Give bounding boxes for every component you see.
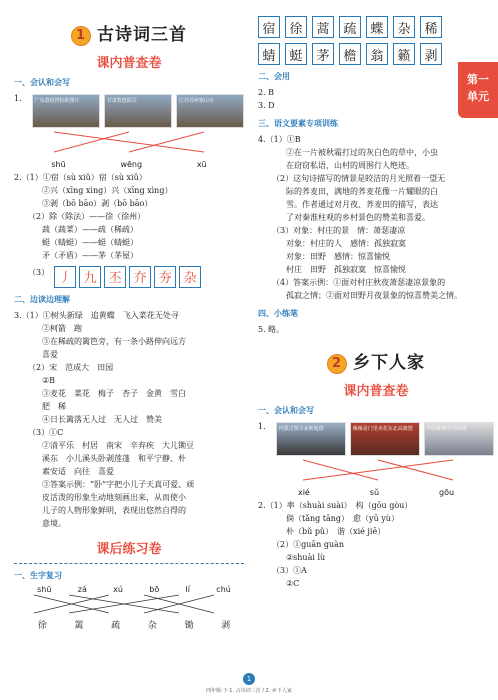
question-number: 1. — [14, 93, 22, 103]
section-heading: 四、小练笔 — [258, 309, 298, 318]
char-grid: 宿 徐 蒿 疏 蝶 杂 稀 蜻 蜓 茅 檐 翁 籁 剥 — [258, 16, 448, 65]
unit-tab: 第一 单元 — [458, 62, 498, 118]
answer-line: 蔬（蔬菜）——疏（稀疏） — [42, 224, 138, 234]
answer-line: ②清平乐 村居 南宋 辛弃疾 大儿锄豆 — [42, 440, 194, 450]
answer-line: 村庄 田野 孤独寂寞 惊喜愉悦 — [286, 265, 406, 274]
photo-1: 广东荔枝湾拍的图片 — [32, 94, 100, 128]
photo-1: 内蒙古鄂尔多斯地图 — [276, 422, 346, 456]
photo-2: 甘肃敦煌阳关 — [104, 94, 172, 128]
answer-line: （4）答案示例：①面对村庄秋夜萧瑟凄凉景象的 — [272, 278, 446, 287]
stroke-boxes: （3） 丿 九 丕 夰 夯 杂 — [28, 266, 244, 288]
photo-2: 缫缫是门里卖花东北高雄图 — [350, 422, 420, 456]
match-lines — [14, 130, 244, 154]
divider — [14, 563, 244, 564]
practice-subtitle: 课后练习卷 — [96, 541, 162, 557]
answer-line: ②C — [286, 578, 300, 588]
answer-line: 蜓（蜻蜓）——蜓（蜻蜓） — [42, 237, 138, 247]
answer-line: ②在一片被秋霜打过的灰白色的草中，小虫 — [286, 148, 438, 157]
answer-line: （2）①guān guàn — [272, 539, 345, 549]
answer-line: （3）①C — [28, 427, 64, 437]
answer-line: 对象：田野 感情：惊喜愉悦 — [286, 252, 390, 261]
answer-line: 喜爱 — [42, 349, 58, 359]
answer-line: 雪。作者通过对月夜、荞麦田的描写，表达 — [286, 200, 438, 209]
section-heading: 一、会认和会写 — [14, 77, 70, 87]
page-footer — [0, 673, 498, 694]
left-column — [14, 0, 244, 631]
pinyin-row: shū wēng xū — [51, 159, 207, 169]
section-heading: 一、会认和会写 — [258, 405, 314, 415]
pinyin-row: xié sǔ gōu — [297, 487, 455, 497]
lesson2-number: 2 — [327, 354, 347, 374]
answer-line: 孤寂之情；②面对田野月夜景象的惊喜赞美之情。 — [286, 291, 462, 300]
lesson1-number: 1 — [71, 26, 91, 46]
answer-line: ③麦花 菜花 梅子 杏子 金黄 雪白 — [42, 388, 186, 398]
section-heading: 一、生字复习 — [14, 570, 62, 580]
answer-line: （2）除（除法）——徐（徐州） — [28, 211, 146, 221]
question-number: 1. — [258, 421, 266, 431]
section-heading: 三、语文要素专项训练 — [258, 119, 338, 128]
answer-line: 3. D — [258, 101, 275, 110]
answer-line: （2）这句诗描写的情景是皎洁的月光照着一望无 — [272, 174, 446, 183]
answer-line: 儿子的人物形象鲜明，表现出悠然自得的 — [42, 505, 186, 515]
answer-line: 3.（1）①树头新绿 追黄蝶 飞入菜花无处寻 — [14, 310, 179, 320]
page-number: 1 — [243, 673, 255, 685]
lesson2-title: 2 乡下人家 — [258, 348, 494, 374]
answer-line: 素安适 向往 喜爱 — [42, 466, 114, 476]
pinyin-row: shū zá xú bō lí chú — [37, 584, 231, 594]
section-heading: 二、边读边理解 — [14, 294, 70, 304]
answer-line: （3）对象：村庄的景 情：萧瑟凄凉 — [272, 226, 406, 235]
lesson1-title: 1 古诗词三首 — [14, 20, 244, 46]
answer-line: ④日长篱落无人过 无人过 赞美 — [42, 414, 162, 424]
answer-line: 对象：村庄的人 感情：孤独寂寞 — [286, 239, 406, 248]
photo-3: 江苏苏州寒山寺 — [176, 94, 244, 128]
answer-line: 2.（1）①宿（sù xiǔ）宿（sù xiǔ） — [14, 172, 147, 182]
section-heading: 二、会用 — [258, 72, 290, 81]
answer-line: ③答案示例：“卧”字把小儿子天真可爱、顽 — [42, 479, 195, 489]
image-row — [276, 422, 494, 456]
answer-line: 2.（1）率（shuài suài） 构（gōu gòu） — [258, 500, 413, 510]
answer-line: 朴（bǔ pǔ） 谐（xié jiē） — [286, 526, 386, 536]
footer-text: 四年级·下·1. 古诗词三首 / 2. 乡下人家 — [206, 688, 292, 694]
lesson2-subtitle: 课内普查卷 — [343, 383, 409, 399]
answer-line: 在窃窃私语，山村的周围行人绝迹。 — [286, 161, 414, 170]
answer-line: 5. 略。 — [258, 325, 285, 334]
answer-line: 矛（矛盾）——茅（茅屋） — [42, 250, 138, 260]
answer-line: （3）①A — [272, 565, 307, 575]
answer-line: （2）宋 范成大 田园 — [28, 362, 114, 372]
answer-line: 际的荞麦田，满地的荞麦花像一片耀眼的白 — [286, 187, 438, 196]
answer-line: ②兴（xīng xìng）兴（xīng xìng） — [42, 185, 173, 195]
answer-line: 4.（1）①B — [258, 135, 301, 144]
answer-line: 肥 稀 — [42, 401, 66, 411]
answer-line: 了对秦淮柱观的乡村景色的赞美和喜爱。 — [286, 213, 430, 222]
lesson1-subtitle: 课内普查卷 — [96, 55, 162, 71]
answer-line: 皮活泼的形象生动地刻画出来，从而使小 — [42, 492, 186, 502]
image-row — [32, 94, 244, 128]
answer-line: 溪东 小儿溪头卧剥莲蓬 和平宁静、朴 — [42, 453, 186, 463]
answer-line: ②B — [42, 375, 56, 385]
answer-line: ②shuài lù — [286, 552, 326, 562]
photo-3: 中国和谐号动车组 — [424, 422, 494, 456]
answer-line: ③在稀疏的篱笆旁，有一条小路伸向远方 — [42, 336, 186, 346]
answer-line: ②柯箭 跑 — [42, 323, 82, 333]
match-lines — [258, 458, 494, 482]
char-row: 徐 篱 疏 杂 锄 剥 — [37, 620, 231, 631]
answer-line: ③剥（bō bāo）剥（bō bāo） — [42, 198, 153, 208]
answer-line: 倘（tǎng tāng） 愈（yū yù） — [286, 513, 399, 523]
match-lines — [14, 594, 244, 614]
answer-line: 意境。 — [42, 518, 66, 528]
answer-line: 2. B — [258, 88, 275, 97]
